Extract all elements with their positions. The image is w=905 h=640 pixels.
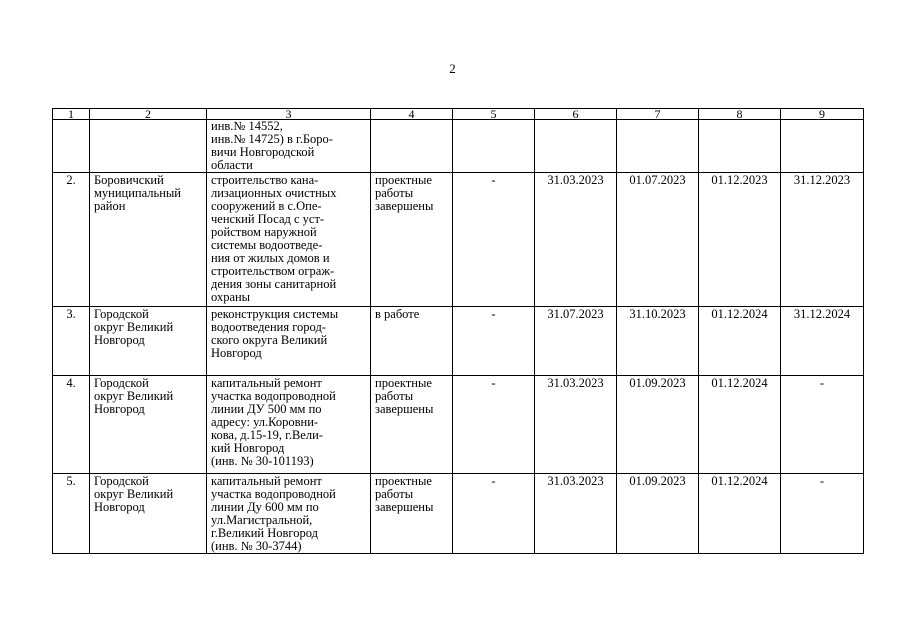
table-row bbox=[53, 173, 864, 307]
col7-cell bbox=[617, 120, 699, 173]
page-number: 2 bbox=[449, 61, 456, 76]
col5-cell: - bbox=[453, 307, 535, 376]
col9-cell: 31.12.2023 bbox=[781, 173, 864, 307]
col5-cell: - bbox=[453, 173, 535, 307]
district-cell bbox=[90, 120, 207, 173]
district-cell: Городской округ Великий Новгород bbox=[90, 307, 207, 376]
col6-cell: 31.03.2023 bbox=[535, 474, 617, 554]
status-cell: проектные работы завершены bbox=[371, 376, 453, 474]
object-cell: реконструкция системы водоотведения город- ского округа Великий Новгород bbox=[207, 307, 371, 376]
col6-cell bbox=[535, 120, 617, 173]
col8-cell: 01.12.2024 bbox=[699, 307, 781, 376]
col5-cell: - bbox=[453, 474, 535, 554]
column-header: 8 bbox=[699, 109, 781, 120]
status-cell bbox=[371, 120, 453, 173]
column-header: 9 bbox=[781, 109, 864, 120]
col7-cell: 01.09.2023 bbox=[617, 376, 699, 474]
status-cell: проектные работы завершены bbox=[371, 173, 453, 307]
row-number-cell: 4. bbox=[53, 376, 90, 474]
object-cell: строительство кана- лизационных очистных сооружений в с.Опе- ченский Посад с уст- ройством наружной системы водоотведе- ния от жилых домов и строительством ограж- дения зоны санитарной охраны bbox=[207, 173, 371, 307]
col8-cell bbox=[699, 120, 781, 173]
column-header: 2 bbox=[90, 109, 207, 120]
row-number-cell: 3. bbox=[53, 307, 90, 376]
district-cell: Городской округ Великий Новгород bbox=[90, 376, 207, 474]
district-cell: Боровичский муниципальный район bbox=[90, 173, 207, 307]
schedule-table bbox=[52, 108, 864, 554]
column-header: 4 bbox=[371, 109, 453, 120]
object-cell: инв.№ 14552, инв.№ 14725) в г.Боро- вичи Новгородской области bbox=[207, 120, 371, 173]
col7-cell: 01.07.2023 bbox=[617, 173, 699, 307]
col9-cell: - bbox=[781, 376, 864, 474]
table-row bbox=[53, 474, 864, 554]
col8-cell: 01.12.2024 bbox=[699, 474, 781, 554]
table-row bbox=[53, 376, 864, 474]
col8-cell: 01.12.2024 bbox=[699, 376, 781, 474]
col9-cell bbox=[781, 120, 864, 173]
object-cell: капитальный ремонт участка водопроводной линии Ду 600 мм по ул.Магистральной, г.Великий Новгород (инв. № 30-3744) bbox=[207, 474, 371, 554]
header-row bbox=[53, 109, 864, 120]
col6-cell: 31.07.2023 bbox=[535, 307, 617, 376]
status-cell: в работе bbox=[371, 307, 453, 376]
table-row-continuation bbox=[53, 120, 864, 173]
column-header: 6 bbox=[535, 109, 617, 120]
col5-cell: - bbox=[453, 376, 535, 474]
row-number-cell bbox=[53, 120, 90, 173]
status-cell: проектные работы завершены bbox=[371, 474, 453, 554]
col9-cell: - bbox=[781, 474, 864, 554]
object-cell: капитальный ремонт участка водопроводной линии ДУ 500 мм по адресу: ул.Коровни- кова, д.15-19, г.Вели- кий Новгород (инв. № 30-101193) bbox=[207, 376, 371, 474]
column-header: 3 bbox=[207, 109, 371, 120]
column-header: 1 bbox=[53, 109, 90, 120]
col9-cell: 31.12.2024 bbox=[781, 307, 864, 376]
col7-cell: 01.09.2023 bbox=[617, 474, 699, 554]
column-header: 7 bbox=[617, 109, 699, 120]
district-cell: Городской округ Великий Новгород bbox=[90, 474, 207, 554]
col7-cell: 31.10.2023 bbox=[617, 307, 699, 376]
col5-cell bbox=[453, 120, 535, 173]
row-number-cell: 5. bbox=[53, 474, 90, 554]
table-row bbox=[53, 307, 864, 376]
row-number-cell: 2. bbox=[53, 173, 90, 307]
col8-cell: 01.12.2023 bbox=[699, 173, 781, 307]
col6-cell: 31.03.2023 bbox=[535, 376, 617, 474]
col6-cell: 31.03.2023 bbox=[535, 173, 617, 307]
column-header: 5 bbox=[453, 109, 535, 120]
